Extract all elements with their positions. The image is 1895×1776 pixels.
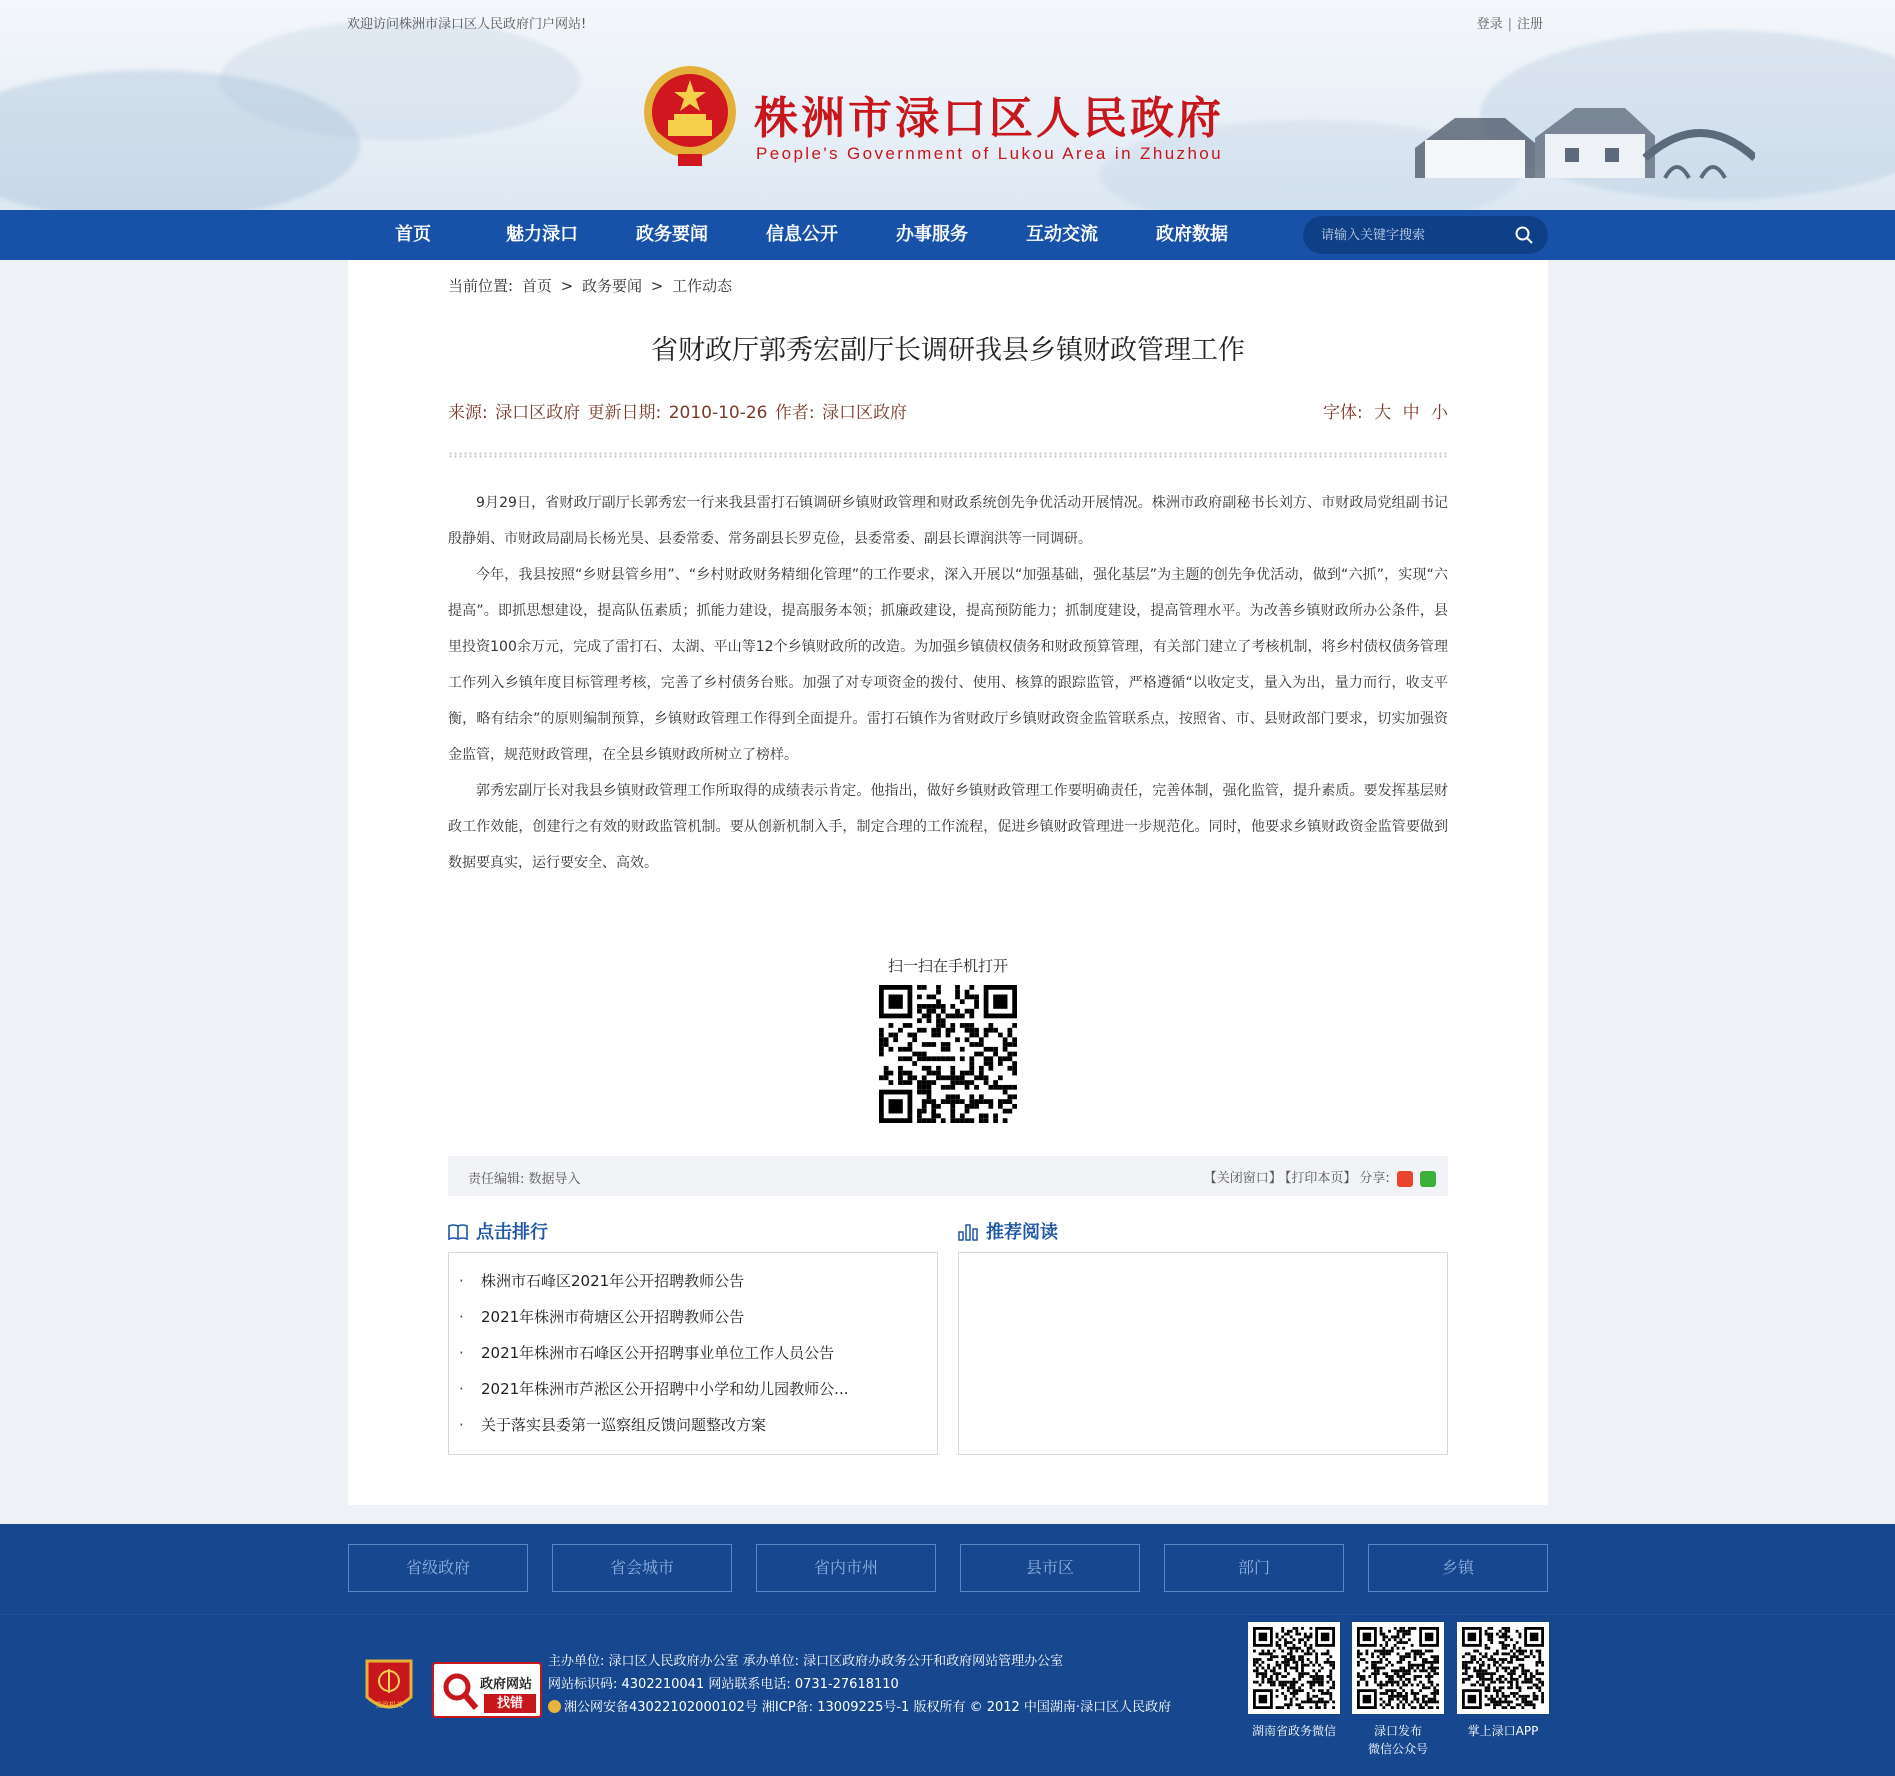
- editor-bar: [448, 1156, 1448, 1196]
- breadcrumb-prefix: 当前位置:: [448, 277, 514, 295]
- bullet: ·: [459, 1344, 464, 1362]
- qr-caption: 掌上渌口APP: [1467, 1724, 1539, 1738]
- site-footer: [0, 1524, 1895, 1776]
- breadcrumb-work-news[interactable]: 工作动态: [672, 277, 733, 295]
- nav-item-services[interactable]: 办事服务: [896, 224, 968, 245]
- font-size-control: [1323, 398, 1448, 423]
- qr-code-image: [879, 985, 1017, 1123]
- qr-code-image: [1253, 1627, 1335, 1709]
- account-links: [1477, 13, 1543, 32]
- recommend-panel: [958, 1252, 1448, 1455]
- search-input[interactable]: [1321, 216, 1501, 254]
- ranking-header: [448, 1218, 548, 1244]
- ranking-item-text: 株洲市石峰区2021年公开招聘教师公告: [481, 1272, 745, 1290]
- editor-info: [468, 1168, 581, 1187]
- footer-record-line: [548, 1696, 1171, 1719]
- register-link[interactable]: 注册: [1516, 17, 1543, 32]
- site-header: [0, 0, 1895, 210]
- font-size-large[interactable]: 大: [1374, 403, 1392, 423]
- article-meta: [448, 398, 909, 423]
- ranking-item[interactable]: [459, 1299, 927, 1335]
- ranking-item[interactable]: [459, 1407, 927, 1443]
- breadcrumb-home[interactable]: 首页: [521, 277, 552, 295]
- header-mist: [220, 20, 580, 140]
- ranking-item[interactable]: [459, 1335, 927, 1371]
- nav-item-government-data[interactable]: 政府数据: [1156, 224, 1228, 245]
- footer-link-provincial-gov[interactable]: 省级政府: [348, 1544, 528, 1592]
- site-title: 株洲市渌口区人民政府: [754, 93, 1224, 144]
- article-paragraph: 今年，我县按照“乡财县管乡用”、“乡村财政财务精细化管理”的工作要求，深入开展以“加强基础，强化基层”为主题的创先争优活动，做到“六抓”，实现“六提高”。即抓思想建设，提高队伍素质；抓能力建设，提高服务本领；抓廉政建设，提高预防能力；抓制度建设，提高管理水平。为改善乡镇财政所办公条件，县里投资100余万元，完成了雷打石、太湖、平山等12个乡镇财政所的改造。为加强乡镇债权债务和财政预算管理，有关部门建立了考核机制，将乡村债权债务管理工作列入乡镇年度目标管理考核，完善了乡村债务台账。加强了对专项资金的拨付、使用、核算的跟踪监管，严格遵循“以收定支，量入为出，量力而行，收支平衡，略有结余”的原则编制预算，乡镇财政管理工作得到全面提升。雷打石镇作为省财政厅乡镇财政资金监管联系点，按照省、市、县财政部门要求，切实加强资金监管，规范财政管理，在全县乡镇财政所树立了榜样。: [448, 567, 1448, 763]
- party-badge-label: 党政机关: [375, 1701, 403, 1709]
- date-label: 更新日期:: [587, 403, 662, 423]
- ranking-item-text: 2021年株洲市荷塘区公开招聘教师公告: [481, 1308, 745, 1326]
- qr-caption: 湖南省政务微信: [1251, 1724, 1336, 1738]
- article-actions: [1201, 1167, 1436, 1187]
- search-icon[interactable]: [1514, 225, 1534, 245]
- author-label: 作者:: [774, 403, 815, 423]
- ranking-title: 点击排行: [476, 1222, 548, 1243]
- footer-link-counties[interactable]: 县市区: [960, 1544, 1140, 1592]
- ranking-item[interactable]: [459, 1371, 927, 1407]
- close-window-button[interactable]: 【关闭窗口】: [1203, 1171, 1282, 1186]
- dotted-divider: [448, 452, 1448, 458]
- footer-qr-lukou-app: [1457, 1622, 1549, 1740]
- article-body: [448, 485, 1448, 881]
- qr-code-image: [1462, 1627, 1544, 1709]
- editor-name: 数据导入: [528, 1172, 581, 1187]
- site-subtitle: People's Government of Lukou Area in Zhuzhou: [756, 144, 1224, 163]
- ranking-item-text: 关于落实县委第一巡察组反馈问题整改方案: [481, 1416, 767, 1434]
- footer-link-departments[interactable]: 部门: [1164, 1544, 1344, 1592]
- ranking-item[interactable]: [459, 1263, 927, 1299]
- footer-link-cities-in-province[interactable]: 省内市州: [756, 1544, 936, 1592]
- article-paragraph: 9月29日，省财政厅副厅长郭秀宏一行来我县雷打石镇调研乡镇财政管理和财政系统创先争优活动开展情况。株洲市政府副秘书长刘方、市财政局党组副书记殷静娟、市财政局副局长杨光昊、县委常委、常务副县长罗克俭，县委常委、副县长谭润洪等一同调研。: [448, 495, 1448, 547]
- breadcrumb-separator: >: [560, 277, 574, 295]
- magnifier-icon: [440, 1670, 480, 1712]
- font-size-medium[interactable]: 中: [1402, 403, 1420, 423]
- ranking-panel: [448, 1252, 938, 1455]
- breadcrumb-separator: >: [650, 277, 664, 295]
- source-value: 渌口区政府: [495, 403, 581, 423]
- font-size-label: 字体:: [1323, 403, 1363, 423]
- article-paragraph: 郭秀宏副厅长对我县乡镇财政管理工作所取得的成绩表示肯定。他指出，做好乡镇财政管理工作要明确责任，完善体制，强化监管，提升素质。要发挥基层财政工作效能，创建行之有效的财政监管机制。要从创新机制入手，制定合理的工作流程，促进乡镇财政管理进一步规范化。同时，他要求乡镇财政资金监管要做到数据要真实，运行要安全、高效。: [448, 783, 1448, 871]
- national-emblem-icon: [638, 62, 742, 172]
- article-title: 省财政厅郭秀宏副厅长调研我县乡镇财政管理工作: [651, 335, 1245, 366]
- qr-caption: 渌口发布 微信公众号: [1367, 1724, 1428, 1756]
- error-badge-title: 政府网站: [480, 1677, 533, 1692]
- book-icon: [448, 1223, 468, 1241]
- footer-link-capital-cities[interactable]: 省会城市: [552, 1544, 732, 1592]
- village-scenery-illustration: [1415, 78, 1755, 188]
- footer-link-towns[interactable]: 乡镇: [1368, 1544, 1548, 1592]
- bullet: ·: [459, 1308, 464, 1326]
- source-label: 来源:: [448, 403, 488, 423]
- login-link[interactable]: 登录: [1476, 17, 1503, 32]
- separator: |: [1507, 17, 1512, 32]
- qr-code-image: [1357, 1627, 1439, 1709]
- footer-site-id: 网站标识码: 4302210041 网站联系电话: 0731-27618110: [548, 1677, 899, 1692]
- ranking-item-text: 2021年株洲市芦淞区公开招聘中小学和幼儿园教师公...: [481, 1380, 849, 1398]
- recommend-header: [958, 1218, 1058, 1244]
- nav-item-interaction[interactable]: 互动交流: [1026, 224, 1098, 245]
- article-container: [348, 260, 1548, 1505]
- bullet: ·: [459, 1416, 464, 1434]
- footer-qr-hunan-wechat: [1248, 1622, 1340, 1740]
- footer-info: [548, 1650, 1171, 1719]
- nav-item-charm-lukou[interactable]: 魅力渌口: [506, 224, 578, 245]
- weibo-share-icon[interactable]: [1397, 1171, 1413, 1187]
- footer-divider: [0, 1614, 1895, 1615]
- breadcrumb-government-news[interactable]: 政务要闻: [582, 277, 643, 295]
- bullet: ·: [459, 1272, 464, 1290]
- site-logo[interactable]: [638, 62, 1278, 172]
- police-badge-icon: [548, 1700, 561, 1713]
- error-badge-action: 找错: [484, 1694, 536, 1713]
- author-value: 渌口区政府: [822, 403, 908, 423]
- bullet: ·: [459, 1380, 464, 1398]
- wechat-share-icon[interactable]: [1420, 1171, 1436, 1187]
- party-government-badge-icon[interactable]: [363, 1657, 415, 1717]
- footer-sponsor: 主办单位: 渌口区人民政府办公室 承办单位: 渌口区政府办政务公开和政府网站管理办公室: [548, 1654, 1064, 1669]
- editor-label: 责任编辑:: [468, 1172, 525, 1187]
- ranking-item-text: 2021年株洲市石峰区公开招聘事业单位工作人员公告: [481, 1344, 835, 1362]
- recommend-title: 推荐阅读: [986, 1222, 1058, 1243]
- font-size-small[interactable]: 小: [1431, 403, 1448, 423]
- bar-chart-icon: [958, 1223, 978, 1241]
- qr-scan-label: 扫一扫在手机打开: [887, 957, 1008, 975]
- search-box: [1303, 216, 1548, 254]
- breadcrumb: [448, 275, 736, 296]
- welcome-text: 欢迎访问株洲市渌口区人民政府门户网站!: [347, 17, 587, 32]
- print-page-button[interactable]: 【打印本页】: [1284, 1171, 1357, 1186]
- footer-links: [348, 1544, 1548, 1592]
- footer-copyright: 湘公网安备43022102000102号 湘ICP备: 13009225号-1 版权所有 © 2012 中国湖南·渌口区人民政府: [564, 1700, 1172, 1715]
- nav-item-government-news[interactable]: 政务要闻: [636, 224, 708, 245]
- website-error-report-badge[interactable]: [432, 1662, 542, 1718]
- footer-qr-lukou-wechat: [1352, 1622, 1444, 1758]
- nav-item-info-disclosure[interactable]: 信息公开: [766, 224, 838, 245]
- share-label: 分享:: [1359, 1171, 1390, 1186]
- main-nav: [0, 210, 1895, 260]
- date-value: 2010-10-26: [668, 403, 768, 423]
- ranking-list: [449, 1253, 937, 1443]
- nav-item-home[interactable]: 首页: [395, 224, 431, 245]
